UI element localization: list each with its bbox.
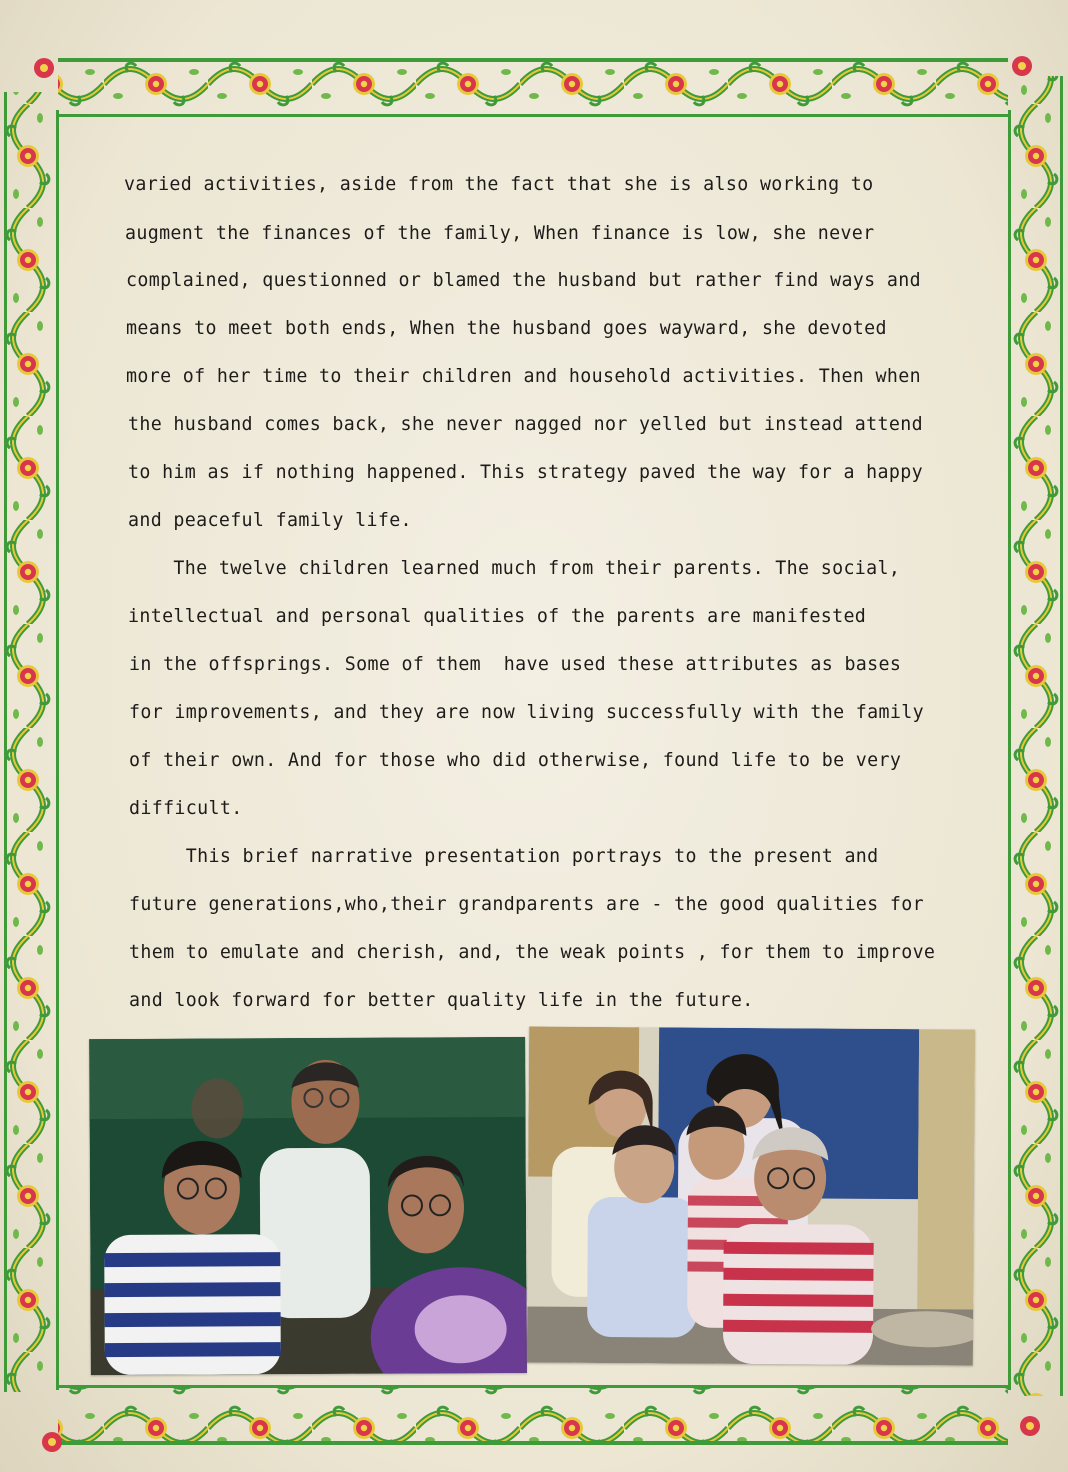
text-line: means to meet both ends, When the husband goes wayward, she devoted [126, 318, 887, 339]
text-line: for improvements, and they are now living successfully with the family [129, 702, 924, 723]
text-line: difficult. [129, 798, 243, 819]
text-line: varied activities, aside from the fact that she is also working to [124, 174, 874, 195]
text-line: and look forward for better quality life in the future. [129, 990, 754, 1011]
text-line: to him as if nothing happened. This strategy paved the way for a happy [128, 462, 923, 483]
text-line: and peaceful family life. [128, 510, 412, 531]
text-line: The twelve children learned much from their parents. The social, [128, 558, 901, 579]
text-line: intellectual and personal qualities of the parents are manifested [128, 606, 867, 627]
family-photo-grandchildren-icon [527, 1026, 975, 1365]
text-line: complained, questionned or blamed the husband but rather find ways and [126, 270, 921, 291]
text-line: them to emulate and cherish, and, the weak points , for them to improve [129, 942, 936, 963]
text-line: This brief narrative presentation portrays to the present and [129, 846, 879, 867]
text-line: in the offsprings. Some of them have used these attributes as bases [129, 654, 902, 675]
text-line: augment the finances of the family, When finance is low, she never [125, 223, 875, 244]
family-photo-elders-icon [89, 1037, 527, 1375]
family-photo-elders [89, 1037, 527, 1375]
text-line: more of her time to their children and household activities. Then when [126, 366, 921, 387]
text-line: future generations,who,their grandparents are - the good qualities for [129, 894, 924, 915]
family-photo-grandchildren [527, 1026, 975, 1365]
text-line: the husband comes back, she never nagged nor yelled but instead attend [128, 414, 923, 435]
text-line: of their own. And for those who did otherwise, found life to be very [129, 750, 902, 771]
